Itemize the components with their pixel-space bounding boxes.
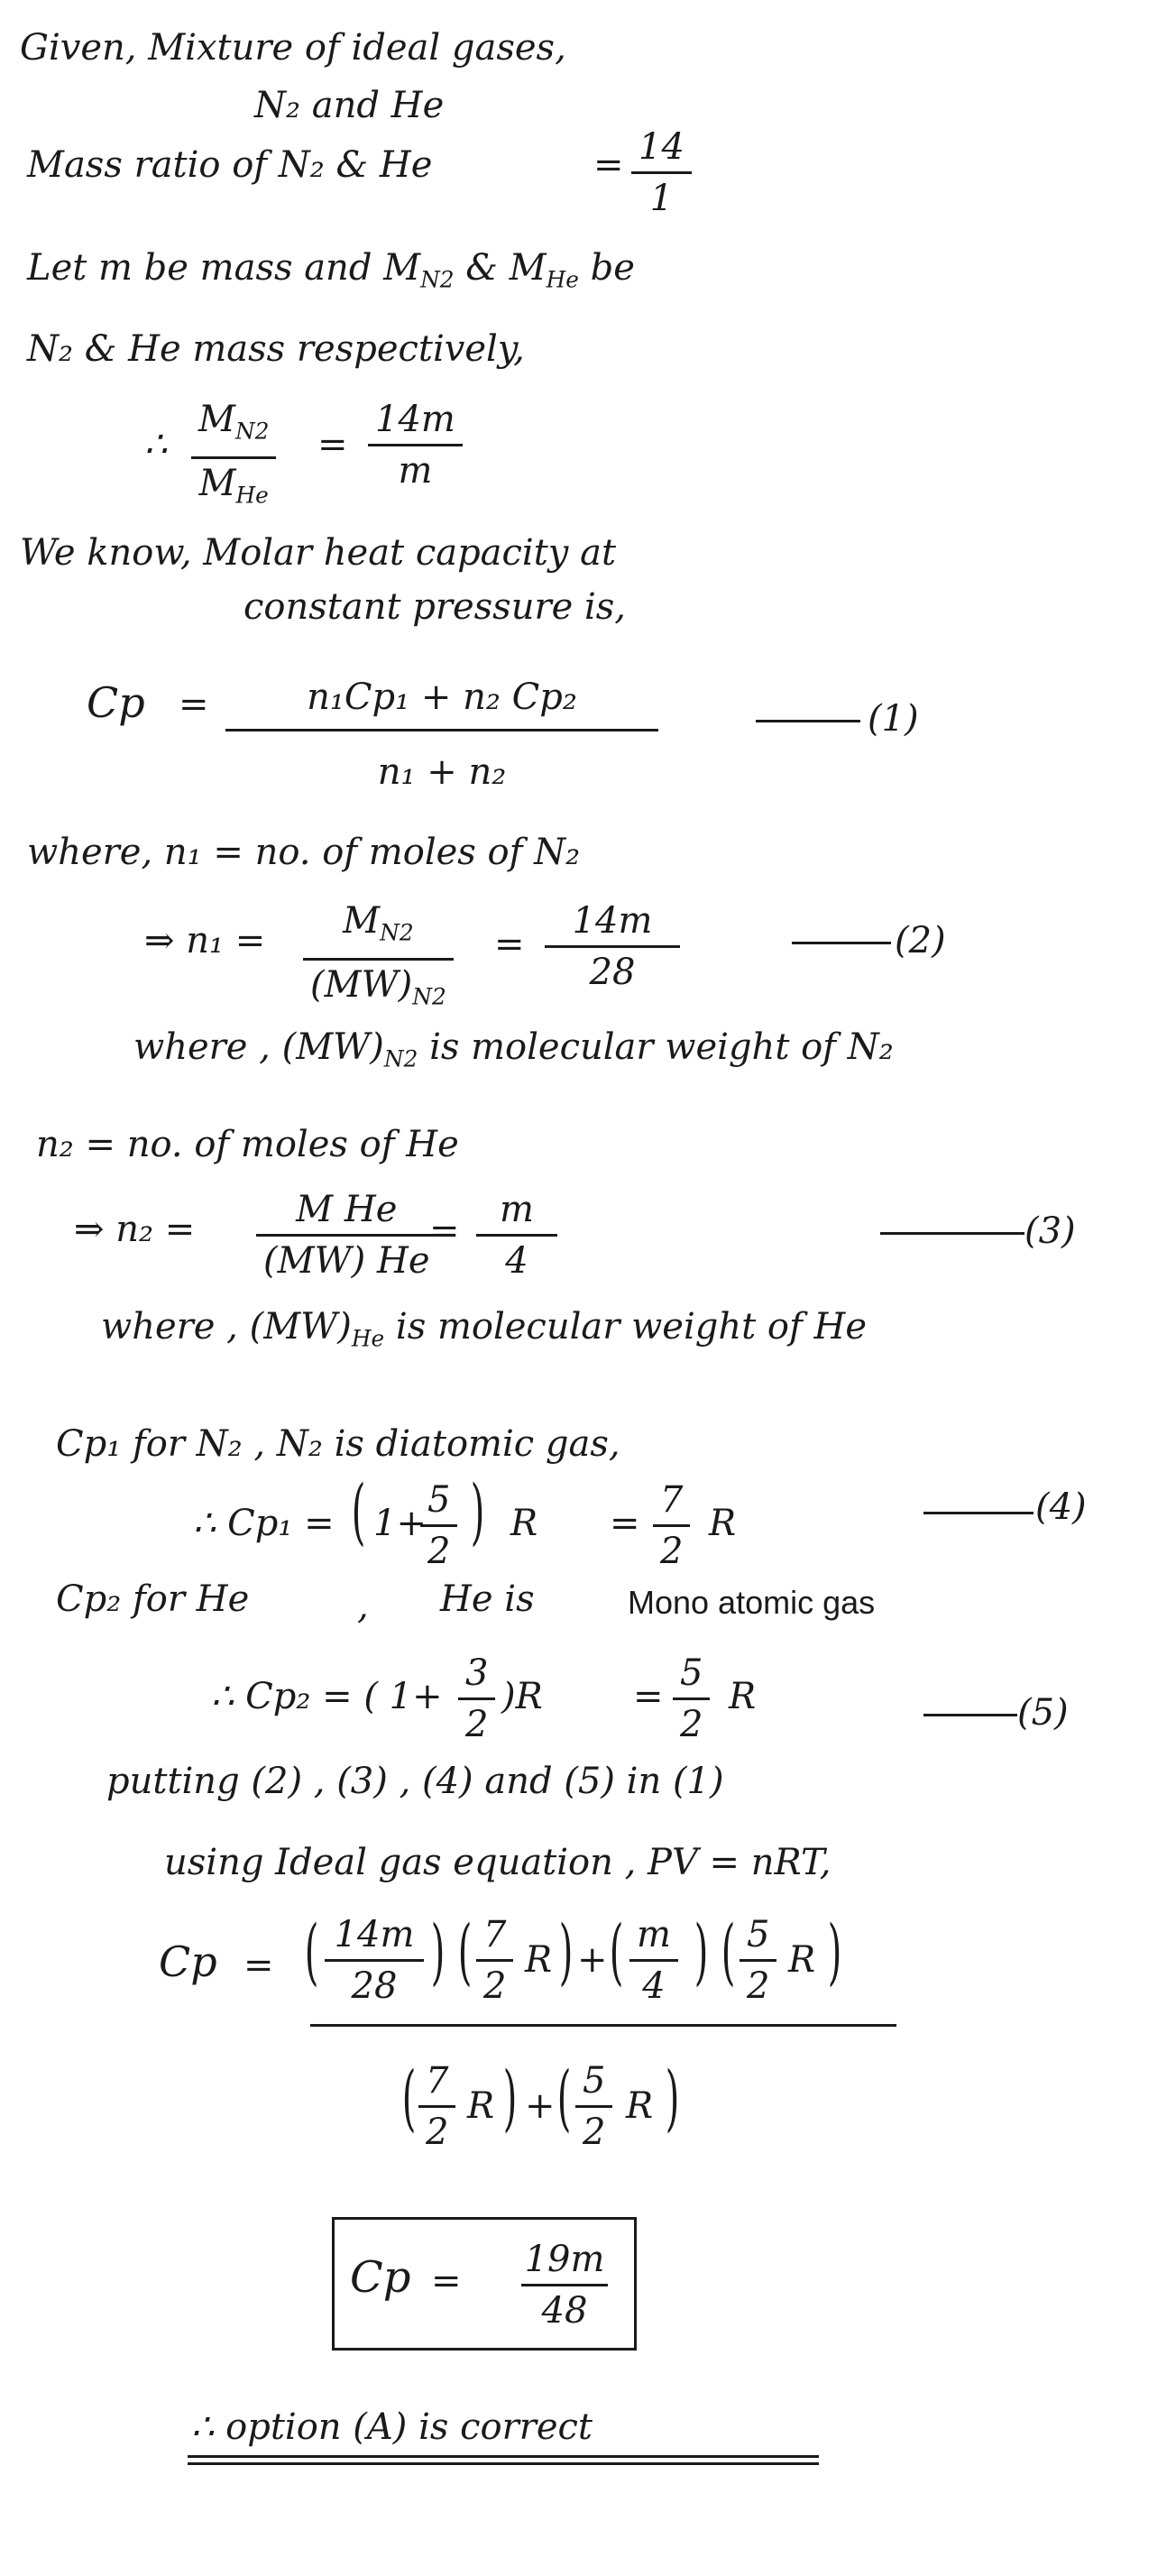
- comma: ,: [357, 1586, 369, 1627]
- n2-subscript: N2: [234, 418, 270, 445]
- cp-symbol: Cp: [159, 1937, 217, 1986]
- m-symbol: M: [198, 462, 236, 504]
- n1-definition: where, n₁ = no. of moles of N₂: [27, 832, 581, 873]
- plus-sign: +: [525, 2085, 556, 2127]
- let-text-b: & M: [454, 247, 547, 289]
- let-line-2: N₂ & He mass respectively,: [27, 328, 525, 370]
- fraction-bar: [575, 2105, 612, 2108]
- close-paren: ): [470, 1469, 485, 1553]
- m-symbol: M: [343, 900, 381, 942]
- n1-fraction: [303, 898, 454, 1019]
- r-symbol: R: [729, 1676, 757, 1717]
- term2-num: 7: [483, 1914, 507, 1955]
- open-paren: (: [457, 1909, 473, 1993]
- n1-arrow-expression: ⇒ n₁ =: [144, 920, 266, 961]
- tag-leader-line: [923, 1512, 1034, 1514]
- term2-den: 2: [483, 1965, 507, 2007]
- cp2-label: Cp₂ for He: [56, 1578, 250, 1620]
- r-symbol: R: [510, 1503, 538, 1544]
- putting-line: putting (2) , (3) , (4) and (5) in (1): [106, 1761, 724, 1802]
- cp-denominator: n₁ + n₂: [377, 751, 507, 793]
- fraction-bar: [225, 729, 658, 731]
- main-fraction-bar: [310, 2024, 896, 2027]
- cp-mixture-fraction: [225, 675, 658, 795]
- n2-subscript: N2: [383, 1045, 418, 1072]
- n1-value-numerator: 14m: [572, 900, 653, 942]
- n2-value-denominator: 4: [505, 1240, 528, 1282]
- cp-symbol: Cp: [87, 678, 145, 727]
- denom-7-over-2: [418, 2058, 455, 2155]
- denom2-den: 2: [583, 2111, 606, 2153]
- open-paren: (: [721, 1909, 736, 1993]
- n2-arrow-expression: ⇒ n₂ =: [74, 1209, 196, 1250]
- tag-leader-line: [756, 720, 860, 722]
- he-subscript: He: [351, 1325, 385, 1352]
- conclusion-underline-2: [188, 2462, 819, 2465]
- equals-sign: =: [610, 1503, 640, 1544]
- therefore-symbol: ∴: [144, 424, 168, 465]
- n1-value-fraction: [545, 898, 680, 995]
- conclusion-text: ∴ option (A) is correct: [191, 2406, 593, 2448]
- know-line-2: constant pressure is,: [243, 586, 627, 628]
- let-line-1: [27, 245, 635, 303]
- rhs-numerator: 14m: [375, 399, 455, 440]
- equals-sign: =: [243, 1945, 274, 1986]
- cp-symbol: Cp: [350, 2252, 411, 2303]
- n2-denominator: (MW) He: [263, 1240, 430, 1282]
- he-subscript: He: [235, 482, 269, 509]
- close-paren: ): [558, 1909, 574, 1993]
- term4-den: 2: [747, 1965, 770, 2007]
- equation-tag-2: (2): [895, 920, 946, 961]
- monoatomic-gas-text: Mono atomic gas: [628, 1584, 876, 1621]
- lhs-denominator: [192, 461, 276, 519]
- mass-ratio-label: Mass ratio of N₂ & He: [27, 144, 433, 186]
- equation-tag-4: (4): [1035, 1486, 1087, 1528]
- fraction-bar: [420, 1524, 457, 1527]
- n2-numerator: M He: [296, 1189, 398, 1230]
- term1-den: 28: [351, 1965, 398, 2007]
- fraction-bar: [653, 1524, 690, 1527]
- conclusion-underline: [188, 2455, 819, 2458]
- n2-subscript: N2: [380, 919, 414, 946]
- mass-ratio-numerator: 14: [639, 126, 684, 168]
- note-text-a: where , (MW): [101, 1306, 352, 1348]
- cp1-result-num: 7: [660, 1479, 684, 1521]
- fraction-bar: [629, 1959, 678, 1962]
- cp1-one-plus: 1+: [373, 1503, 427, 1544]
- tag-leader-line: [923, 1714, 1017, 1716]
- r-symbol: R: [709, 1503, 737, 1544]
- fraction-bar: [673, 1697, 710, 1700]
- cp2-close-r: )R: [501, 1676, 543, 1717]
- open-paren: (: [609, 1909, 624, 1993]
- tag-leader-line: [792, 942, 891, 944]
- term3-num: m: [637, 1914, 671, 1955]
- r-symbol: R: [626, 2085, 654, 2127]
- cp1-result-fraction: [653, 1477, 690, 1574]
- close-paren: ): [694, 1909, 709, 1993]
- rhs-denominator: m: [398, 450, 433, 492]
- fraction-bar: [418, 2105, 455, 2108]
- n2-fraction: [256, 1187, 437, 1283]
- cp1-lhs: ∴ Cp₁ =: [193, 1503, 335, 1544]
- cp2-result-num: 5: [680, 1652, 703, 1694]
- mass-ratio-lhs-fraction: [191, 397, 276, 518]
- fraction-bar: [521, 2284, 608, 2286]
- n2-subscript: N2: [412, 983, 446, 1010]
- cp2-frac-den: 2: [465, 1704, 489, 1745]
- result-denominator: 48: [541, 2290, 588, 2332]
- cp1-result-den: 2: [660, 1531, 684, 1572]
- close-paren: ): [827, 1909, 842, 1993]
- let-sub-he: He: [546, 266, 579, 293]
- term3-den: 4: [642, 1965, 666, 2007]
- fraction-bar: [631, 171, 692, 174]
- fraction-bar: [303, 958, 454, 961]
- mass-ratio-rhs-fraction: [368, 397, 463, 493]
- fraction-bar: [368, 444, 463, 446]
- cp2-result-fraction: [673, 1651, 710, 1747]
- equation-tag-5: (5): [1017, 1692, 1069, 1734]
- result-fraction: [521, 2237, 608, 2333]
- n1-note: [133, 1025, 894, 1082]
- close-paren: ): [665, 2056, 680, 2139]
- note-text-b: is molecular weight of N₂: [418, 1026, 894, 1068]
- mass-ratio-equals: =: [593, 144, 624, 186]
- r-symbol: R: [788, 1939, 816, 1981]
- term-7-over-2: [476, 1912, 513, 2009]
- plus-sign: +: [577, 1939, 608, 1981]
- m-symbol: M: [198, 399, 235, 440]
- denom1-num: 7: [426, 2060, 449, 2102]
- r-symbol: R: [467, 2085, 495, 2127]
- denom-5-over-2: [575, 2058, 612, 2155]
- result-numerator: 19m: [524, 2239, 605, 2280]
- mw-symbol: (MW): [310, 963, 413, 1006]
- n1-numerator: [335, 898, 420, 956]
- cp1-frac-den: 2: [427, 1531, 451, 1572]
- close-paren: ): [430, 1909, 446, 1993]
- n2-value-fraction: [476, 1187, 557, 1283]
- term-14m-over-28: [325, 1912, 424, 2009]
- let-text-a: Let m be mass and M: [27, 247, 421, 289]
- cp2-frac-num: 3: [465, 1652, 489, 1694]
- cp1-five-halves: [420, 1477, 457, 1574]
- note-text-a: where , (MW): [133, 1026, 384, 1068]
- close-paren: ): [502, 2056, 518, 2139]
- fraction-bar: [545, 945, 680, 948]
- equals-sign: =: [494, 924, 525, 965]
- fraction-bar: [325, 1959, 424, 1962]
- fraction-bar: [476, 1234, 557, 1237]
- open-paren: (: [556, 2056, 572, 2139]
- mass-ratio-fraction: [631, 124, 692, 221]
- term-m-over-4: [629, 1912, 678, 2009]
- equals-sign: =: [431, 2260, 462, 2302]
- let-sub-n2: N2: [420, 266, 455, 293]
- cp2-lhs: ∴ Cp₂ = ( 1+: [211, 1676, 443, 1717]
- mass-ratio-denominator: 1: [649, 178, 674, 219]
- cp1-statement: Cp₁ for N₂ , N₂ is diatomic gas,: [56, 1423, 620, 1465]
- equals-sign: =: [429, 1210, 460, 1252]
- fraction-bar: [476, 1959, 513, 1962]
- fraction-bar: [740, 1959, 776, 1962]
- cp2-result-den: 2: [680, 1704, 703, 1745]
- equals-sign: =: [179, 684, 209, 725]
- term4-num: 5: [747, 1914, 770, 1955]
- denom1-den: 2: [426, 2111, 449, 2153]
- term1-num: 14m: [334, 1914, 415, 1955]
- equals-sign: =: [633, 1676, 664, 1717]
- given-line-2: N₂ and He: [254, 85, 445, 126]
- equation-tag-3: (3): [1024, 1210, 1076, 1252]
- cp2-three-halves: [458, 1651, 495, 1747]
- tag-leader-line: [880, 1232, 1024, 1235]
- open-paren: (: [351, 1469, 366, 1553]
- let-text-c: be: [578, 247, 635, 289]
- cp-numerator: n₁Cp₁ + n₂ Cp₂: [307, 676, 577, 718]
- fraction-bar: [191, 456, 276, 459]
- cp1-frac-num: 5: [427, 1479, 451, 1521]
- given-line-1: Given, Mixture of ideal gases,: [20, 27, 566, 69]
- r-symbol: R: [525, 1939, 553, 1981]
- cp2-he-is: He is: [440, 1578, 535, 1620]
- equation-tag-1: (1): [868, 698, 919, 740]
- n2-note: [101, 1304, 867, 1362]
- open-paren: (: [401, 2056, 417, 2139]
- know-line-1: We know, Molar heat capacity at: [20, 532, 617, 574]
- fraction-bar: [458, 1697, 495, 1700]
- ideal-gas-line: using Ideal gas equation , PV = nRT,: [164, 1842, 831, 1883]
- n1-denominator: [303, 962, 454, 1020]
- open-paren: (: [304, 1909, 319, 1993]
- term-5-over-2: [740, 1912, 776, 2009]
- n2-definition: n₂ = no. of moles of He: [36, 1124, 459, 1165]
- fraction-bar: [256, 1234, 437, 1237]
- n1-value-denominator: 28: [589, 952, 636, 993]
- note-text-b: is molecular weight of He: [384, 1306, 868, 1348]
- equals-sign: =: [317, 424, 348, 465]
- denom2-num: 5: [583, 2060, 606, 2102]
- n2-value-numerator: m: [500, 1189, 534, 1230]
- lhs-numerator: [191, 397, 276, 455]
